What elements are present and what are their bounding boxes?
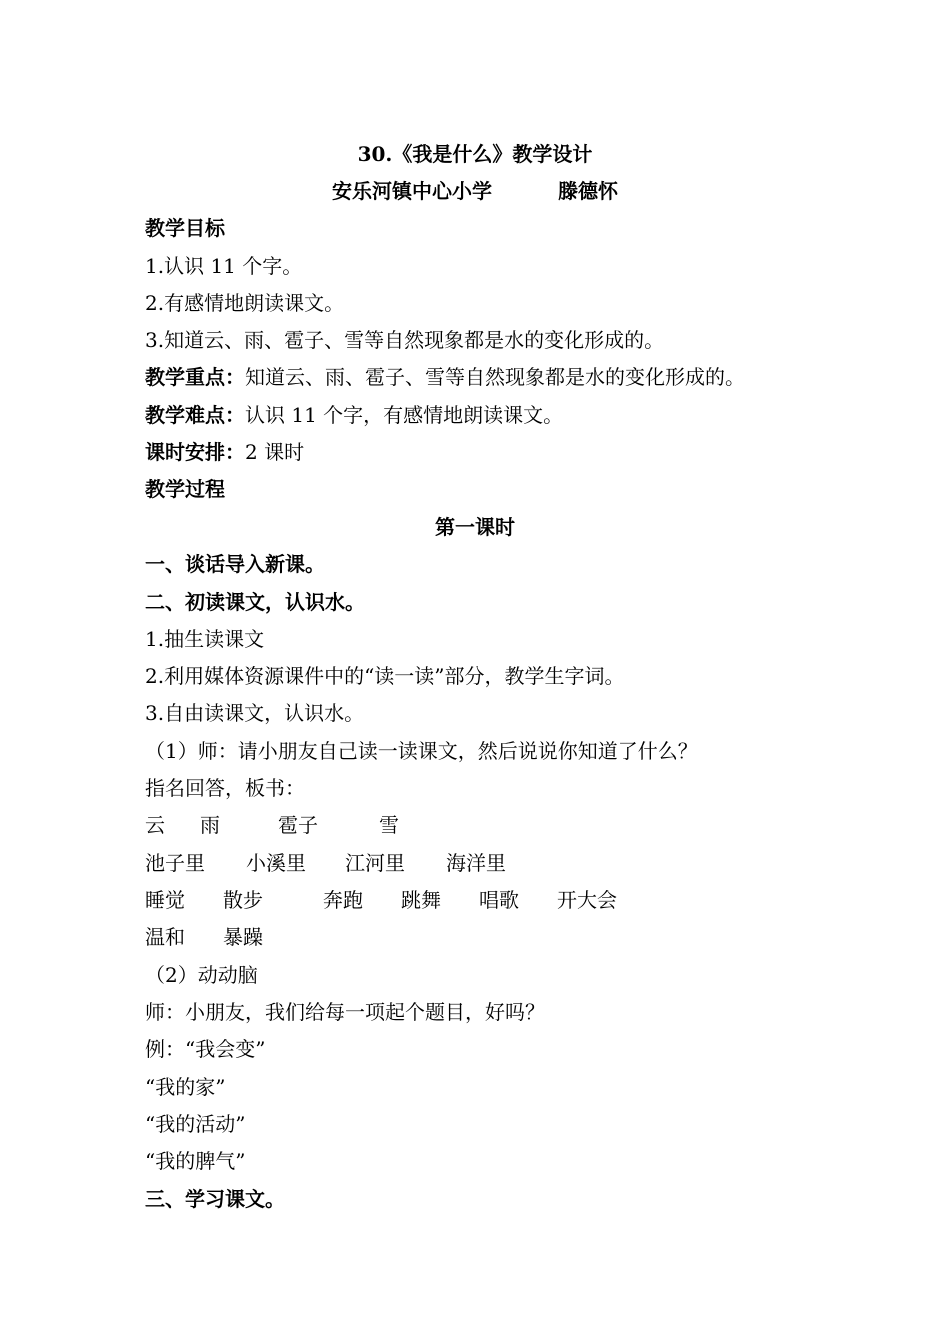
goal-item: 2.有感情地朗读课文。 — [145, 291, 345, 315]
key-point-line — [145, 362, 745, 392]
title-item: “我的活动” — [145, 1112, 246, 1136]
board-row — [145, 848, 845, 878]
board-row — [145, 922, 845, 952]
board-word: 池子里 — [145, 851, 205, 875]
board-word: 雹子 — [278, 813, 318, 837]
title-item: “我的家” — [145, 1075, 226, 1099]
board-row — [145, 885, 845, 915]
question-line: （2）动动脑 — [145, 963, 258, 987]
board-word: 雨 — [200, 813, 220, 837]
author-line — [0, 176, 950, 206]
board-word: 跳舞 — [401, 888, 441, 912]
board-word: 暴躁 — [223, 925, 263, 949]
difficulty-text: 认识 11 个字，有感情地朗读课文。 — [245, 403, 564, 427]
goal-item: 1.认识 11 个字。 — [145, 254, 303, 278]
board-word: 温和 — [145, 925, 185, 949]
goals-heading: 教学目标 — [145, 216, 225, 240]
board-word: 海洋里 — [446, 851, 506, 875]
section-heading: 一、谈话导入新课。 — [145, 552, 325, 576]
board-word: 小溪里 — [246, 851, 306, 875]
board-word: 开大会 — [557, 888, 617, 912]
schedule-label: 课时安排： — [145, 440, 245, 464]
difficulty-label: 教学难点： — [145, 403, 245, 427]
lesson-heading: 第一课时 — [435, 515, 515, 539]
question-line: （1）师：请小朋友自己读一读课文，然后说说你知道了什么？ — [145, 739, 698, 763]
goal-item: 3.知道云、雨、雹子、雪等自然现象都是水的变化形成的。 — [145, 328, 665, 352]
step-item: 1.抽生读课文 — [145, 627, 265, 651]
section-heading: 三、学习课文。 — [145, 1187, 285, 1211]
answer-intro: 指名回答，板书： — [145, 776, 305, 800]
board-word: 睡觉 — [145, 888, 185, 912]
board-word: 唱歌 — [479, 888, 519, 912]
teacher-line: 师：小朋友，我们给每一项起个题目，好吗？ — [145, 1000, 545, 1024]
key-point-label: 教学重点： — [145, 365, 245, 389]
schedule-line — [145, 437, 304, 467]
title-item: “我的脾气” — [145, 1149, 246, 1173]
board-word: 云 — [145, 813, 165, 837]
example-line: 例：“我会变” — [145, 1037, 266, 1061]
board-word: 散步 — [223, 888, 263, 912]
document-title: 30.《我是什么》教学设计 — [357, 142, 593, 166]
difficulty-line — [145, 400, 563, 430]
board-word: 奔跑 — [323, 888, 363, 912]
step-item: 2.利用媒体资源课件中的“读一读”部分，教学生字词。 — [145, 664, 625, 688]
process-heading: 教学过程 — [145, 477, 225, 501]
schedule-text: 2 课时 — [245, 440, 305, 464]
section-heading: 二、初读课文，认识水。 — [145, 590, 365, 614]
board-row — [145, 810, 845, 840]
key-point-text: 知道云、雨、雹子、雪等自然现象都是水的变化形成的。 — [245, 365, 745, 389]
school-name: 安乐河镇中心小学 — [332, 179, 492, 203]
board-word: 雪 — [379, 813, 399, 837]
board-word: 江河里 — [345, 851, 405, 875]
author-name: 滕德怀 — [558, 179, 618, 203]
step-item: 3.自由读课文，认识水。 — [145, 701, 365, 725]
